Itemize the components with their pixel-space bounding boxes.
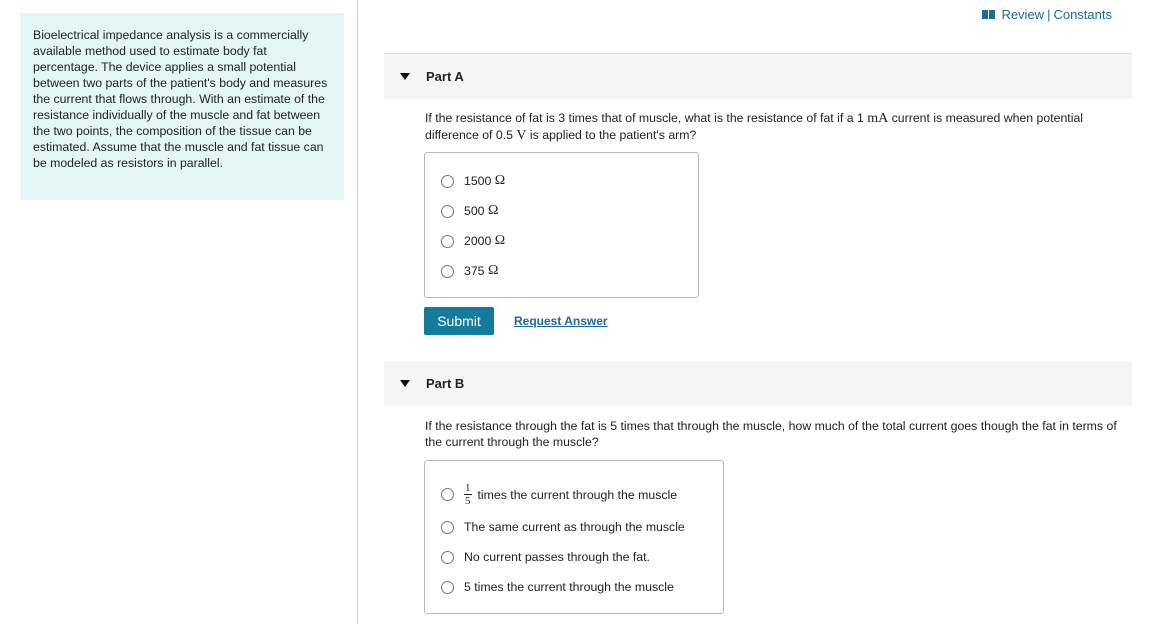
question-text: If the resistance through the fat is 5 times that through the muscle, how much of the total current goes though the fat in terms of the current through the muscle? (425, 419, 1117, 449)
choice-text: No current passes through the fat. (464, 550, 650, 564)
question-text: If the resistance of fat is 3 times that of muscle, what is the resistance of fat if a 1 (425, 111, 868, 125)
question-text: current is measured when potential difference of 0.5 (425, 111, 1084, 142)
choice-no-current[interactable] (441, 550, 650, 564)
unit-v: V (516, 128, 527, 143)
fraction-denominator: 5 (465, 495, 471, 507)
part-b-question (425, 418, 1130, 450)
choice-text: times the current through the muscle (477, 487, 678, 502)
radio-button[interactable] (441, 581, 454, 594)
part-a-header[interactable] (384, 54, 1132, 99)
choice-value: 1500 (464, 174, 492, 188)
part-b-choices (424, 460, 724, 614)
part-b-header[interactable] (384, 361, 1132, 406)
part-b-title: Part B (426, 376, 465, 391)
choice-500[interactable] (441, 203, 498, 219)
choice-value: 500 (464, 204, 485, 218)
radio-button[interactable] (441, 551, 454, 564)
choice-value: 375 (464, 264, 485, 278)
request-answer-link[interactable]: Request Answer (514, 314, 608, 328)
choice-five-times[interactable] (441, 580, 674, 594)
choice-1500[interactable] (441, 173, 505, 189)
unit-ma: mA (867, 111, 889, 126)
intro-text: Bioelectrical impedance analysis is a commercially available method used to estimate body fat percentage. The device applies a small potential between two parts of the patient's body and measures the current that flows through. With an estimate of the resistance individually of the muscle and fat between the two points, the composition of the tissue can be estimated. Assume that the muscle and fat tissue can be modeled as resistors in parallel. (33, 28, 328, 170)
part-a-question (425, 110, 1130, 144)
choice-value: 2000 (464, 234, 492, 248)
review-link[interactable]: Review (1001, 7, 1045, 22)
choice-375[interactable] (441, 263, 498, 279)
choice-text: The same current as through the muscle (464, 520, 685, 534)
top-links (982, 7, 1112, 22)
book-icon (982, 10, 995, 19)
intro-panel (20, 13, 344, 200)
choice-text: 5 times the current through the muscle (464, 580, 674, 594)
collapse-triangle-icon[interactable] (400, 73, 410, 80)
ohm-unit: Ω (487, 203, 499, 218)
radio-button[interactable] (441, 521, 454, 534)
fraction (464, 483, 472, 506)
radio-button[interactable] (441, 488, 454, 501)
part-a-choices (424, 152, 699, 298)
radio-button[interactable] (441, 265, 454, 278)
radio-button[interactable] (441, 235, 454, 248)
constants-link[interactable]: Constants (1053, 7, 1112, 22)
ohm-unit: Ω (494, 233, 506, 248)
choice-one-fifth[interactable] (441, 483, 677, 506)
radio-button[interactable] (441, 205, 454, 218)
link-separator: | (1047, 7, 1051, 22)
question-text: is applied to the patient's arm? (526, 128, 697, 142)
choice-same-current[interactable] (441, 520, 685, 534)
fraction-numerator: 1 (465, 482, 471, 494)
part-a-title: Part A (426, 69, 464, 84)
choice-2000[interactable] (441, 233, 505, 249)
ohm-unit: Ω (494, 173, 506, 188)
radio-button[interactable] (441, 175, 454, 188)
ohm-unit: Ω (487, 263, 499, 278)
submit-button[interactable]: Submit (424, 307, 494, 335)
column-divider (357, 0, 358, 624)
collapse-triangle-icon[interactable] (400, 380, 410, 387)
